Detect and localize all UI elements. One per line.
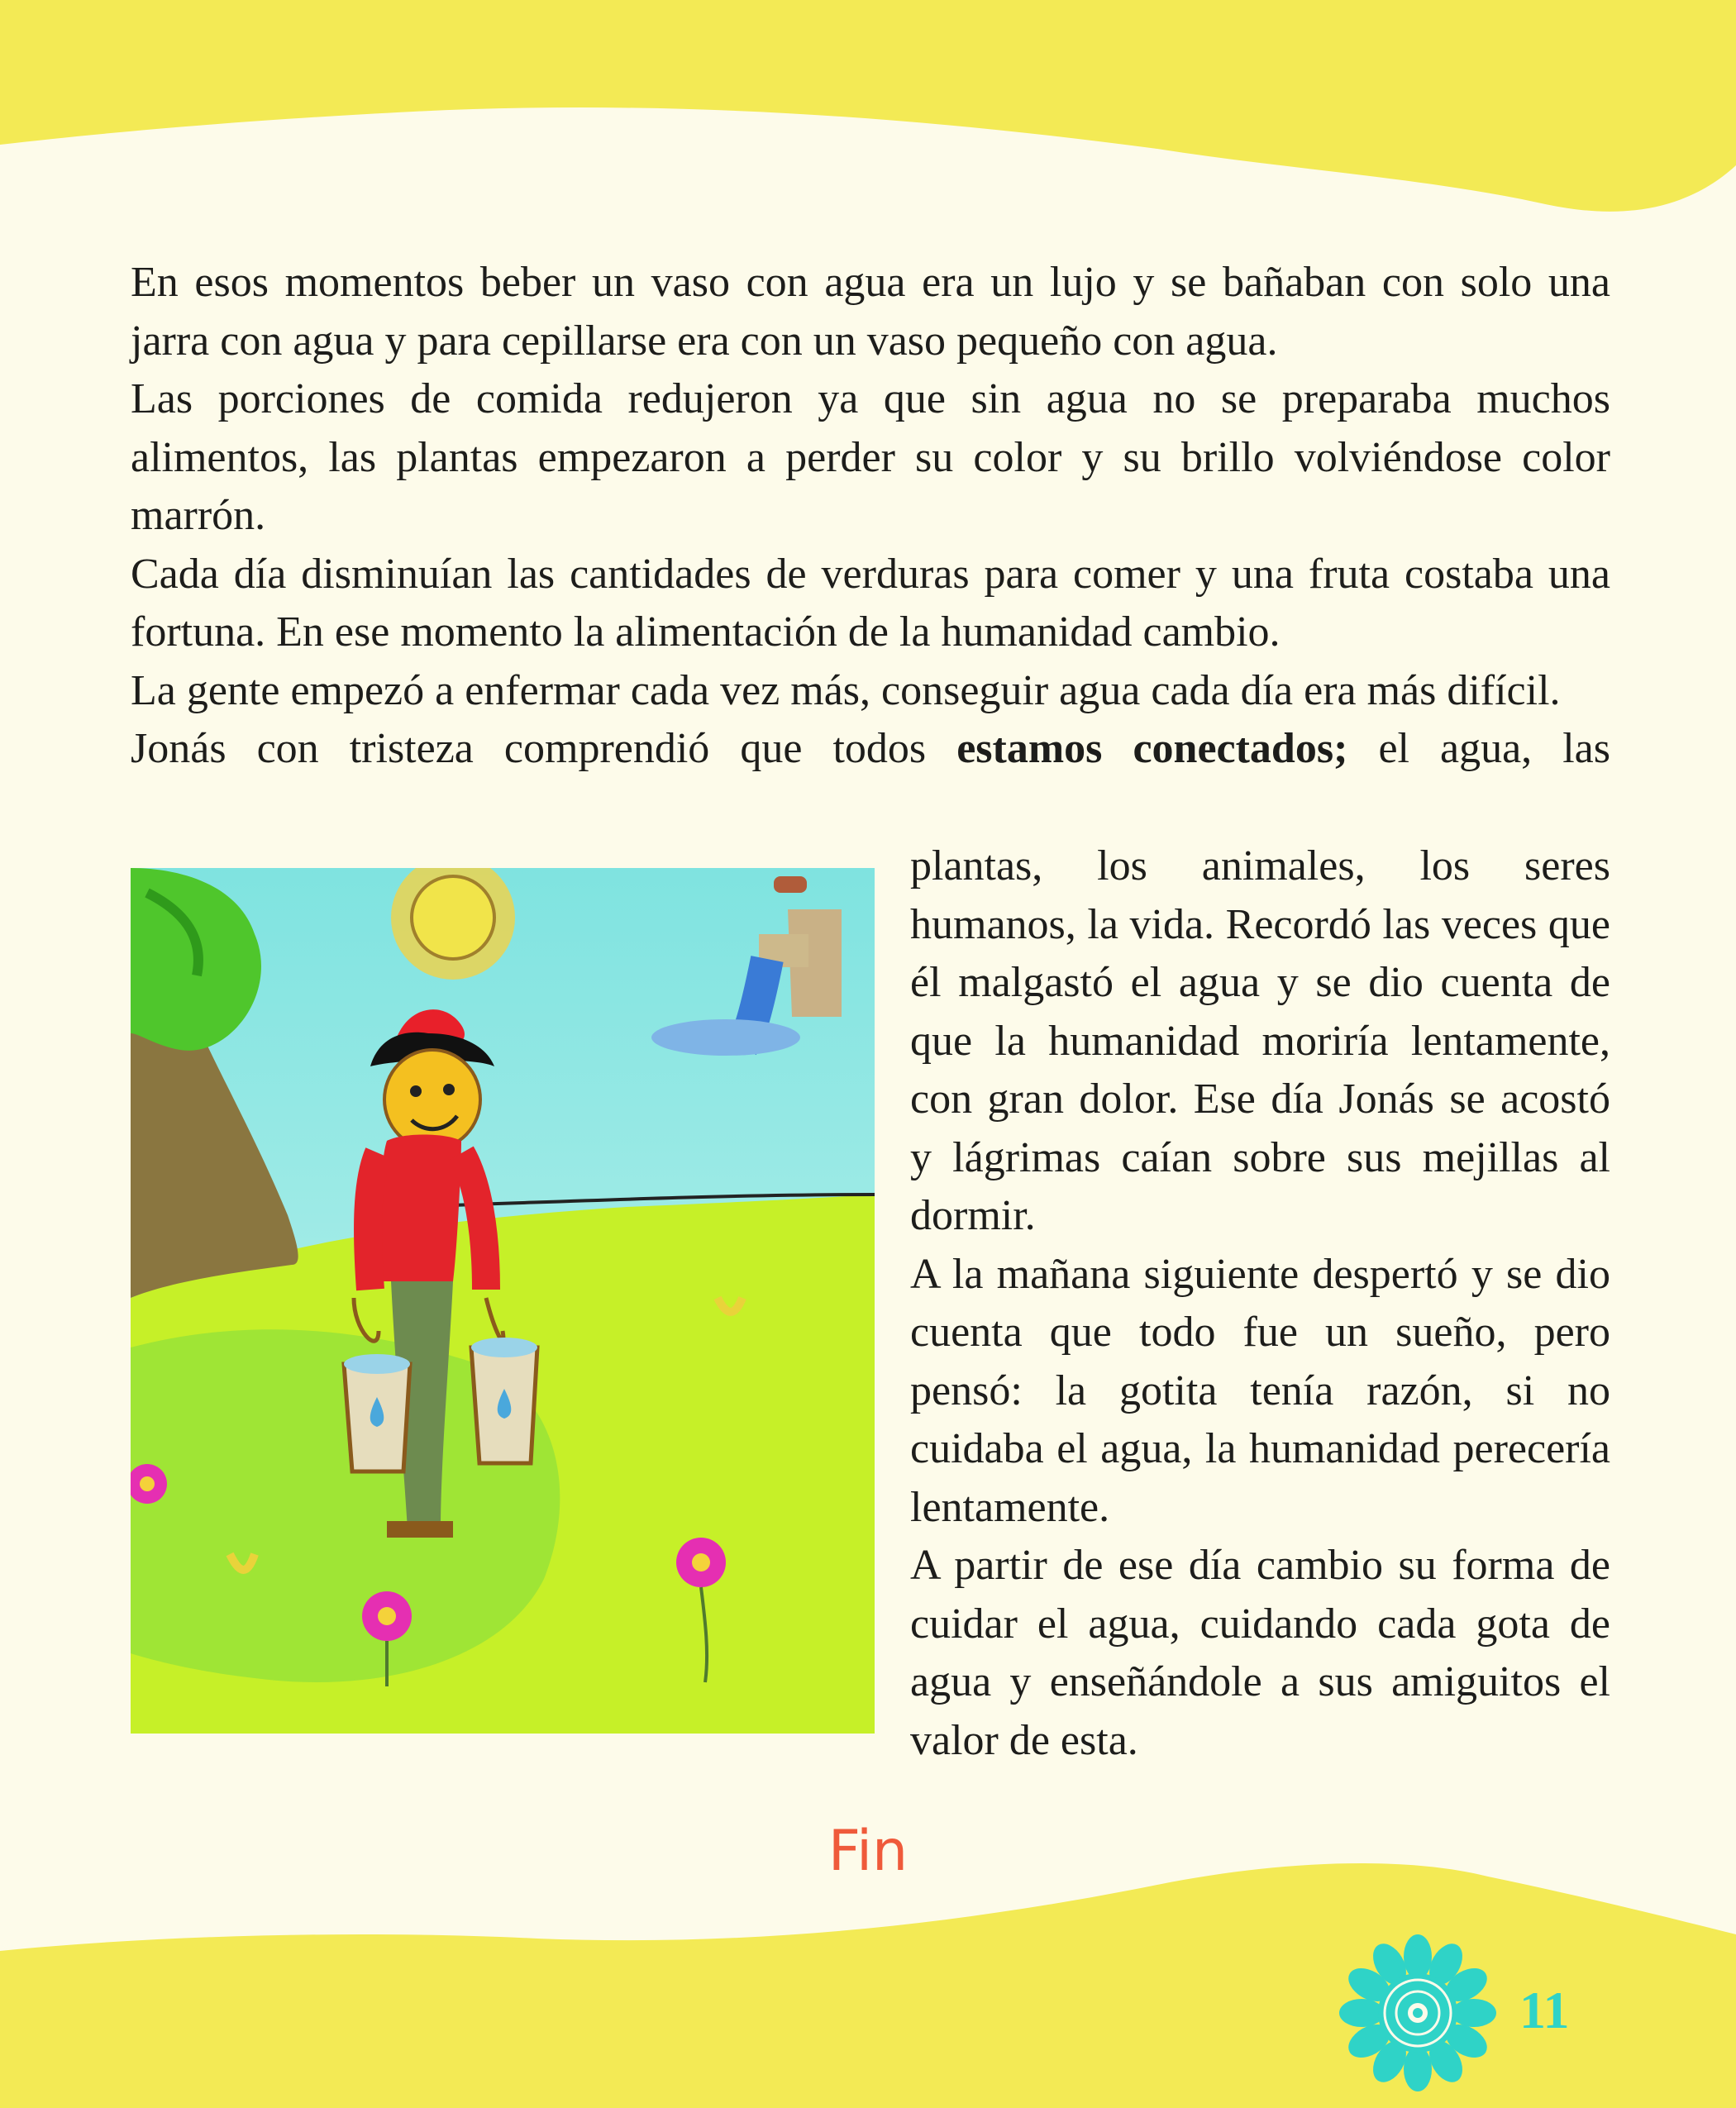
end-label: Fin <box>827 1819 909 1884</box>
paragraph-4: La gente empezó a enfermar cada vez más, conseguir agua cada día era más difícil. <box>131 666 1561 714</box>
paragraph-3: Cada día disminuían las cantidades de verduras para comer y una fruta costaba una fortuna. En ese momento la alimentación de la humanidad cambio. <box>131 550 1610 656</box>
paragraph-2: Las porciones de comida redujeron ya que sin agua no se preparaba muchos alimentos, las plantas empezaron a perder su color y su brillo volviéndose color marrón. <box>131 375 1610 539</box>
side-paragraph-3: A partir de ese día cambio su forma de cuidar el agua, cuidando cada gota de agua y enseñándole a sus amiguitos el valor de esta. <box>910 1542 1610 1764</box>
page-number: 11 <box>1519 1981 1570 2039</box>
side-paragraph-1: plantas, los animales, los seres humanos, la vida. Recordó las veces que él malgastó el agua y se dio cuenta de que la humanidad moriría lentamente, con gran dolor. Ese día Jonás se acostó y lágrimas caían sobre sus mejillas al dormir. <box>910 842 1610 1239</box>
side-story-text <box>910 837 1610 1770</box>
story-text <box>131 254 1610 779</box>
jonas-text-start: Jonás con tristeza comprendió que todos <box>131 725 957 772</box>
top-decorative-band <box>0 0 1736 248</box>
jonas-text-end: el agua, las <box>1347 725 1610 772</box>
side-paragraph-2: A la mañana siguiente despertó y se dio cuenta que todo fue un sueño, pero pensó: la gotita tenía razón, si no cuidaba el agua, la humanidad perecería lentamente. <box>910 1250 1610 1531</box>
paragraph-5-start <box>131 720 1610 779</box>
paragraph-1: En esos momentos beber un vaso con agua era un lujo y se bañaban con solo una jarra con agua y para cepillarse era con un vaso pequeño con agua. <box>131 259 1610 365</box>
child-drawing-illustration <box>131 868 875 1734</box>
mandala-flower-icon <box>1339 1934 1496 2091</box>
bold-phrase: estamos conectados; <box>956 725 1348 772</box>
